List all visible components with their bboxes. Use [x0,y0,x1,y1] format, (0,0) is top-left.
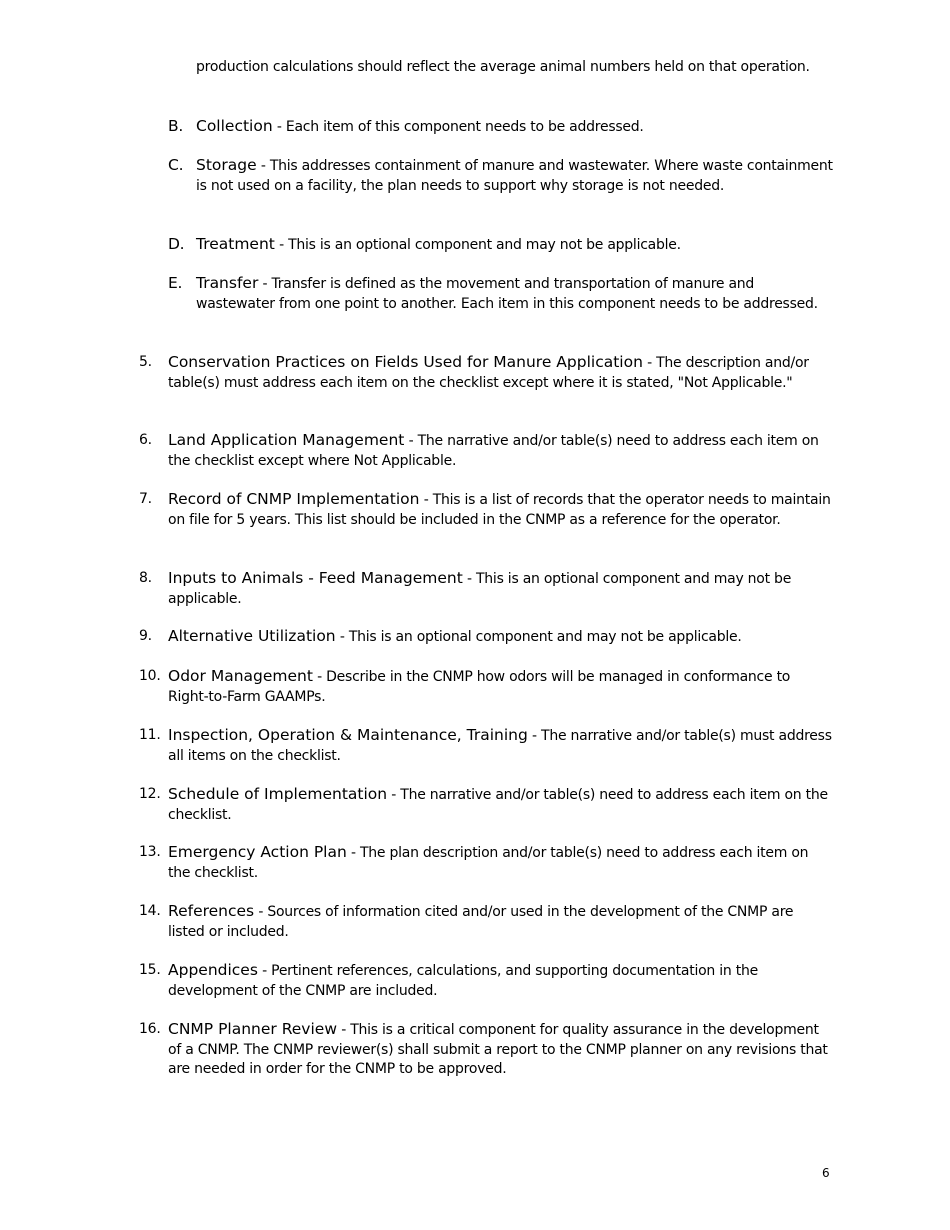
numbered-item-11 [139,726,833,766]
item-body: - This is a critical component for quality assurance in the development of a CNMP. The CNMP reviewer(s) shall submit a report to the CNMP planner on any revisions that are needed in order for the CNMP to be approved. [168,1022,828,1078]
numbered-item-7 [139,490,833,530]
item-heading: Odor Management [168,667,313,685]
item-number: 16. [139,1021,161,1037]
sub-item-b [168,117,833,138]
sub-item-body: - Transfer is defined as the movement and transportation of manure and wastewater from one point to another. Each item in this component needs to be addressed. [196,276,818,312]
item-body: - The narrative and/or table(s) need to address each item on the checklist except where Not Applicable. [168,433,819,469]
item-heading: References [168,902,255,920]
item-number: 10. [139,668,161,684]
sub-item-heading: Transfer [196,274,259,292]
item-body: - Sources of information cited and/or used in the development of the CNMP are listed or included. [168,904,794,940]
sub-item-letter: E. [168,274,183,292]
sub-item-c [168,156,833,196]
item-body: - This is an optional component and may not be applicable. [335,629,742,645]
item-body: - The narrative and/or table(s) need to address each item on the checklist. [168,787,828,823]
continuation-paragraph: production calculations should reflect the average animal numbers held on that operation. [196,59,810,75]
item-heading: Record of CNMP Implementation [168,490,420,508]
sub-item-heading: Treatment [196,235,275,253]
item-heading: Conservation Practices on Fields Used for Manure Application [168,353,643,371]
item-heading: Inspection, Operation & Maintenance, Training [168,726,528,744]
item-body: - The plan description and/or table(s) need to address each item on the checklist. [168,845,809,881]
sub-item-heading: Storage [196,156,257,174]
sub-item-heading: Collection [196,117,273,135]
sub-item-d [168,235,833,256]
sub-item-body: - Each item of this component needs to be addressed. [272,119,644,135]
item-number: 11. [139,727,161,743]
numbered-item-15 [139,961,833,1001]
numbered-item-16 [139,1020,833,1080]
sub-item-e [168,274,833,314]
item-heading: Emergency Action Plan [168,843,347,861]
item-heading: CNMP Planner Review [168,1020,338,1038]
item-number: 9. [139,628,152,644]
numbered-item-8 [139,569,833,609]
numbered-item-6 [139,431,833,471]
page-number: 6 [822,1166,830,1180]
sub-item-body: - This is an optional component and may not be applicable. [274,237,681,253]
item-heading: Schedule of Implementation [168,785,388,803]
item-number: 13. [139,844,161,860]
item-body: - This is a list of records that the operator needs to maintain on file for 5 years. This list should be included in the CNMP as a reference for the operator. [168,492,831,528]
item-number: 8. [139,570,152,586]
item-number: 6. [139,432,152,448]
numbered-item-12 [139,785,833,825]
numbered-item-5 [139,353,833,393]
item-number: 12. [139,786,161,802]
item-heading: Alternative Utilization [168,627,336,645]
item-number: 15. [139,962,161,978]
sub-item-letter: D. [168,235,185,253]
sub-item-letter: B. [168,117,184,135]
numbered-item-9 [139,627,833,648]
item-heading: Land Application Management [168,431,405,449]
sub-item-letter: C. [168,156,184,174]
numbered-item-13 [139,843,833,883]
item-number: 5. [139,354,152,370]
item-heading: Appendices [168,961,258,979]
numbered-item-10 [139,667,833,707]
item-body: - The narrative and/or table(s) must address all items on the checklist. [168,728,832,764]
item-number: 7. [139,491,152,507]
item-body: - Pertinent references, calculations, and supporting documentation in the development of the CNMP are included. [168,963,758,999]
numbered-item-14 [139,902,833,942]
sub-item-body: - This addresses containment of manure and wastewater. Where waste containment is not used on a facility, the plan needs to support why storage is not needed. [196,158,833,194]
item-number: 14. [139,903,161,919]
item-heading: Inputs to Animals - Feed Management [168,569,463,587]
item-body: - Describe in the CNMP how odors will be managed in conformance to Right-to-Farm GAAMPs. [168,669,791,705]
item-body: - The description and/or table(s) must address each item on the checklist except where it is stated, "Not Applicable." [168,355,809,391]
item-body: - This is an optional component and may not be applicable. [168,571,792,607]
